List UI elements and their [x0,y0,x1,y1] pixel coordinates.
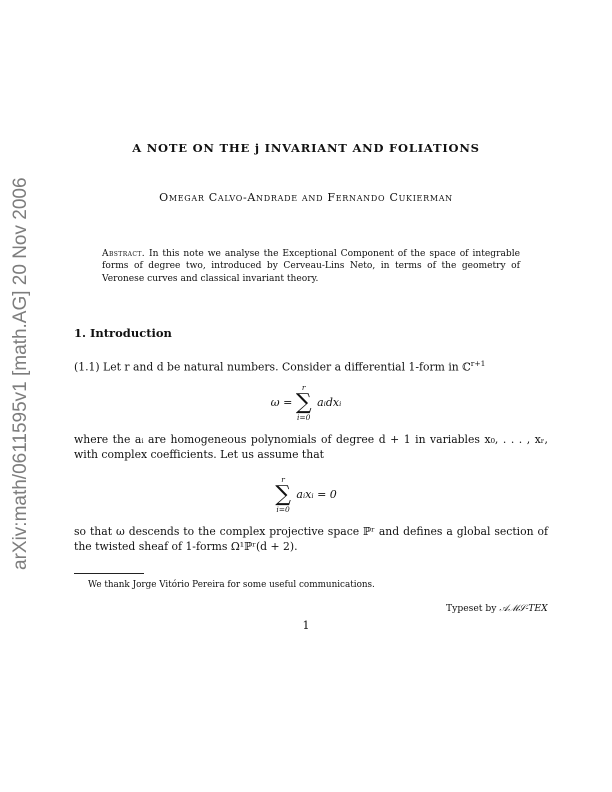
equation-1-lhs: ω = [270,396,293,409]
equation-2 [0,475,612,515]
equation-2-body: aᵢxᵢ = 0 [296,488,337,501]
sum-upper: r [301,383,306,392]
summation-symbol [296,383,312,423]
sigma-icon-2: ∑ [275,482,291,507]
section-heading: 1. Introduction [74,326,172,340]
typeset-line [446,603,548,614]
paragraph-1-text: Let r and d be natural numbers. Consider a differential 1-form in ℂ [103,360,471,374]
ams-tex-logo: 𝒜ℳ𝒮-TEX [499,603,548,614]
authors: Omegar Calvo-Andrade and Fernando Cukierman [159,191,453,204]
paragraph-1 [74,356,548,375]
sum-lower-2: i=0 [276,505,290,514]
typeset-prefix: Typeset by [446,603,500,614]
paragraph-2: where the aᵢ are homogeneous polynomials of degree d + 1 in variables x₀, . . . , xᵣ, with complex coefficients. Let us assume that [74,433,548,461]
paragraph-1-sup: r+1 [470,359,486,368]
abstract-text: In this note we analyse the Exceptional Component of the space of integrable forms of degree two, introduced by Cerveau-Lins Neto, in terms of the geometry of Veronese curves and classical invariant theory. [102,249,520,284]
page-number: 1 [302,619,310,632]
sigma-icon: ∑ [295,390,312,415]
paragraph-3: so that ω descends to the complex projective space ℙʳ and defines a global section of the twisted sheaf of 1-forms Ω¹ℙʳ(d + 2). [74,525,548,553]
paragraph-number: (1.1) [74,360,100,374]
sum-lower: i=0 [296,413,311,422]
footnote: We thank Jorge Vitório Pereira for some useful communications. [88,580,375,590]
summation-symbol-2 [275,475,291,515]
arxiv-id: arXiv:math/0611595v1 [math.AG] 20 Nov 2006 [10,177,31,570]
paper-title: A NOTE ON THE j INVARIANT AND FOLIATIONS [132,141,480,155]
sum-upper-2: r [281,475,285,484]
equation-1-body: aᵢdxᵢ [317,396,342,409]
abstract-label: Abstract. [102,249,146,259]
equation-1 [0,383,612,423]
abstract [102,248,520,285]
footnote-rule [74,573,144,574]
